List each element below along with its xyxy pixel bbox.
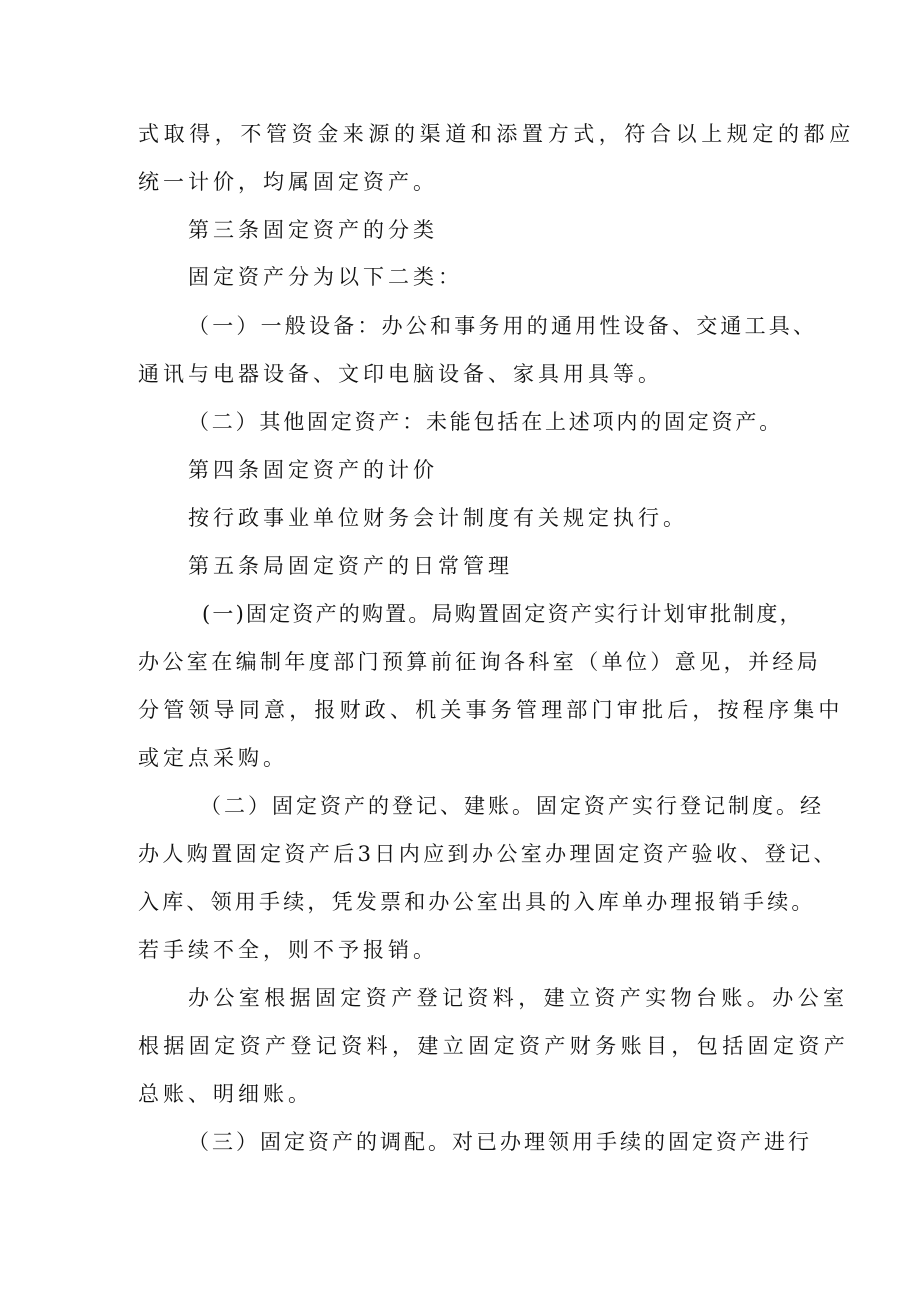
- body-text-line: 根据固定资产登记资料，建立固定资产财务账目，包括固定资产: [138, 1034, 850, 1058]
- body-text-line: 若手续不全，则不予报销。: [138, 938, 438, 962]
- body-text-line: 总账、明细账。: [138, 1082, 313, 1106]
- body-text-line: 入库、领用手续，凭发票和办公室出具的入库单办理报销手续。: [138, 890, 816, 914]
- body-text-line: 式取得，不管资金来源的渠道和添置方式，符合以上规定的都应: [138, 122, 855, 146]
- body-text-line: 办公室根据固定资产登记资料，建立资产实物台账。办公室: [188, 986, 849, 1010]
- list-item-text: （一）一般设备：办公和事务用的通用性设备、交通工具、: [188, 314, 818, 338]
- body-text-line: 办人购置固定资产后3日内应到办公室办理固定资产验收、登记、: [138, 842, 838, 866]
- section-heading: 第五条局固定资产的日常管理: [188, 554, 513, 578]
- body-text-line: 按行政事业单位财务会计制度有关规定执行。: [188, 506, 688, 530]
- list-item-text: （二）其他固定资产：未能包括在上述项内的固定资产。: [188, 410, 783, 434]
- section-heading: 第三条固定资产的分类: [188, 218, 438, 242]
- body-text-line: 或定点采购。: [138, 746, 288, 770]
- list-item-text: （三）固定资产的调配。对已办理领用手续的固定资产进行: [188, 1130, 812, 1154]
- section-heading: 第四条固定资产的计价: [188, 458, 438, 482]
- body-text-line: 通讯与电器设备、文印电脑设备、家具用具等。: [138, 362, 663, 386]
- body-text-line: 分管领导同意，报财政、机关事务管理部门审批后，按程序集中: [138, 698, 844, 722]
- list-item-text: （二）固定资产的登记、建账。固定资产实行登记制度。经: [200, 794, 824, 818]
- list-item-text: (一)固定资产的购置。局购置固定资产实行计划审批制度，: [202, 602, 803, 626]
- body-text-line: 办公室在编制年度部门预算前征询各科室（单位）意见，并经局: [138, 650, 822, 674]
- body-text-line: 固定资产分为以下二类：: [188, 265, 463, 289]
- body-text-line: 统一计价，均属固定资产。: [138, 170, 438, 194]
